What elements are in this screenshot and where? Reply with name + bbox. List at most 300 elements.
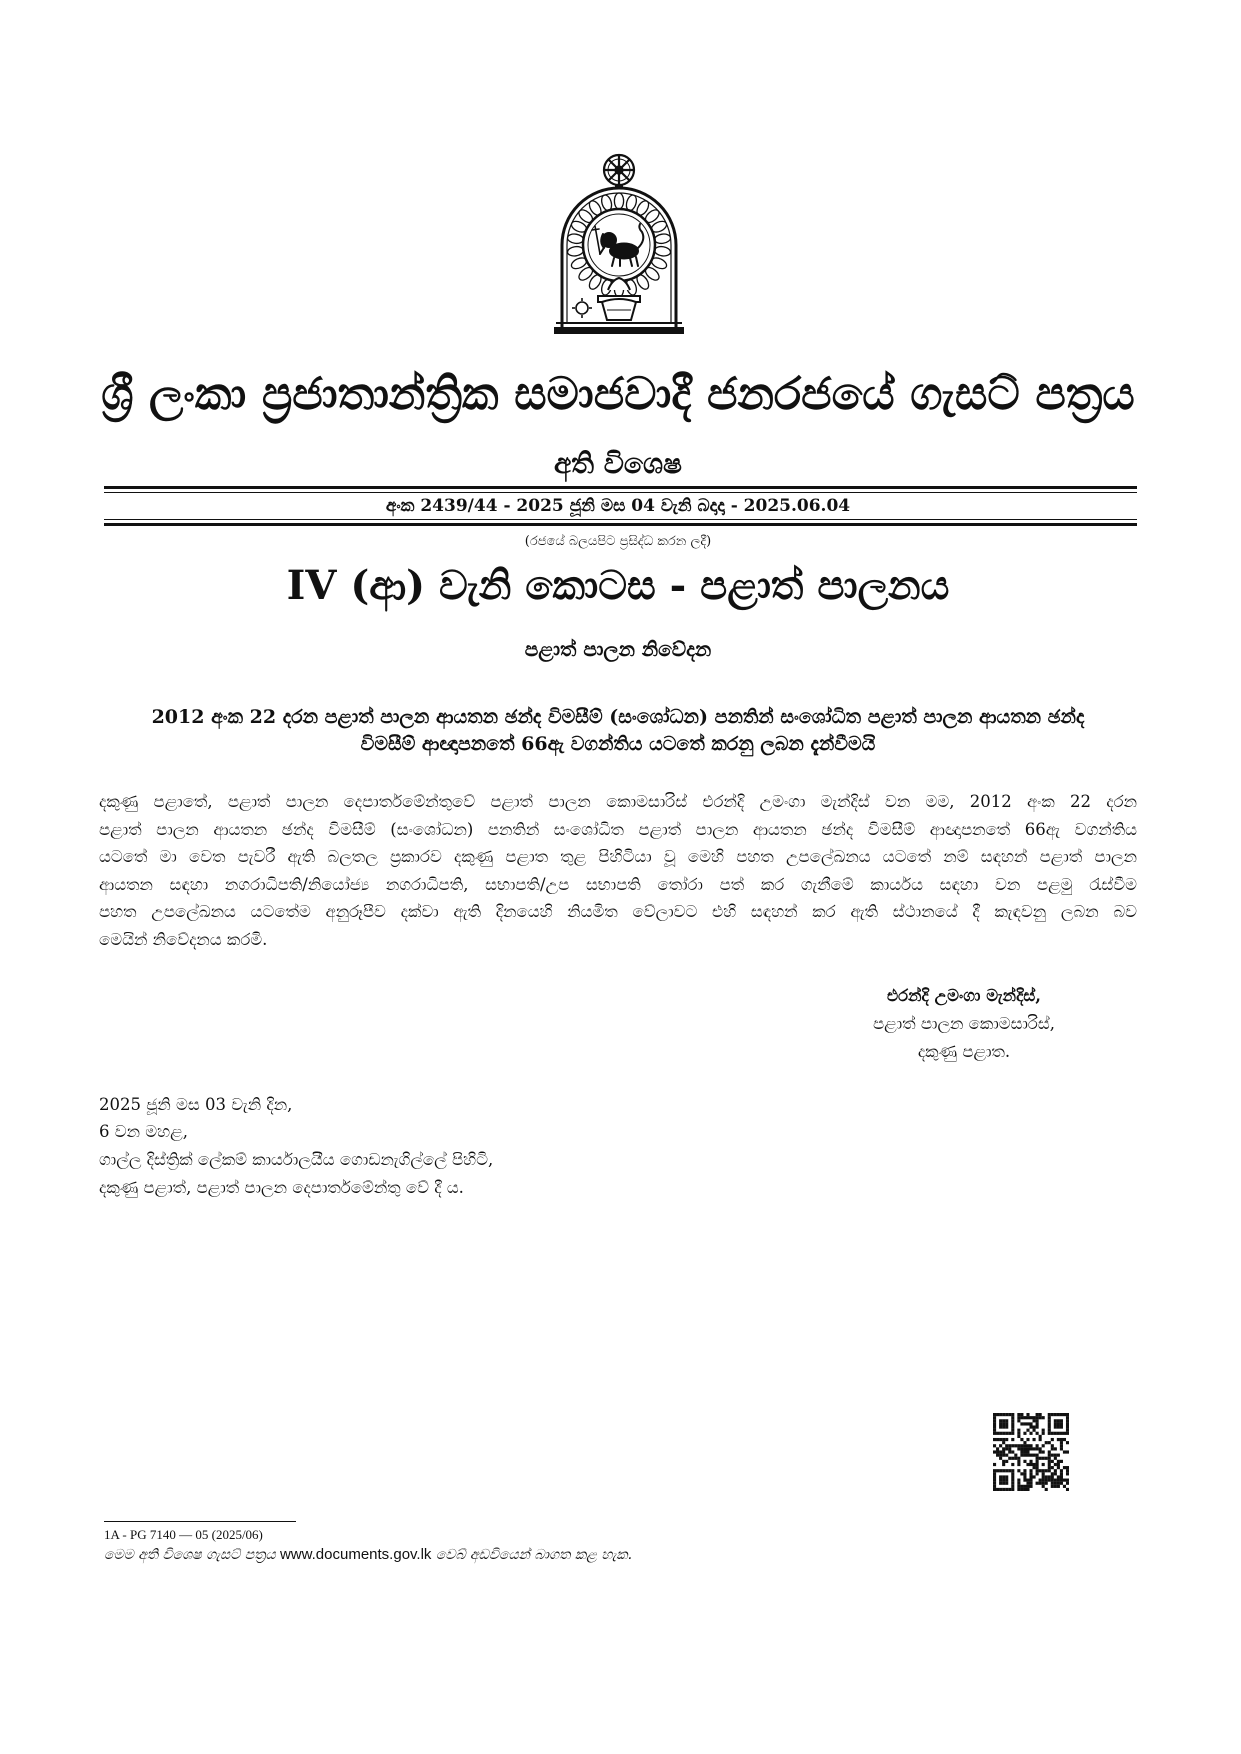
qr-module [1054,1454,1057,1457]
qr-module [996,1432,999,1435]
qr-module [1051,1482,1054,1485]
download-note [104,1545,632,1565]
qr-module [1045,1479,1048,1482]
qr-module [1023,1441,1026,1444]
qr-module [1029,1485,1032,1488]
qr-module [1045,1482,1048,1485]
qr-module [1054,1422,1057,1425]
qr-module [1057,1438,1060,1441]
qr-module [1033,1416,1036,1419]
qr-module [1008,1457,1011,1460]
qr-module [1063,1413,1066,1416]
qr-module [1026,1438,1029,1441]
qr-module [1060,1447,1063,1450]
body-line: යටතේ මා වෙත පැවරී ඇති බලතල ප්‍රකාරව දකුණු පළාත තුළ පිහිටියා වූ මෙහි පහත උපලේඛනය යටතේ නම් සඳහන් පළාත් පාලන [99,847,1137,867]
qr-module [1060,1422,1063,1425]
qr-module [1002,1460,1005,1463]
qr-module [1023,1422,1026,1425]
qr-module [1039,1450,1042,1453]
qr-module [999,1475,1002,1478]
qr-module [1017,1419,1020,1422]
notice-heading-line: 2012 අංක 22 දරන පළාත් පාලන ආයතන ඡන්ද විමසීම් (සංශෝධන) පනතින් සංශෝධිත පළාත් පාලන ආයතන ඡන්ද [151,706,1085,728]
part-title: IV (ආ) වැනි කොටස - පළාත් පාලනය [286,562,950,609]
qr-module [1005,1419,1008,1422]
qr-module [1036,1472,1039,1475]
lotus-petal [567,233,584,244]
qr-module [1002,1469,1005,1472]
qr-module [1026,1454,1029,1457]
qr-module [1005,1447,1008,1450]
qr-module [993,1479,996,1482]
qr-module [1057,1432,1060,1435]
qr-module [1060,1472,1063,1475]
qr-module [1039,1469,1042,1472]
qr-module [1011,1475,1014,1478]
qr-code-icon [993,1413,1069,1491]
sun-icon [572,298,592,318]
qr-module [1045,1441,1048,1444]
issue-line: අංක 2439/44 - 2025 ජූනි මස 04 වැනි බදාදා - 2025.06.04 [385,496,851,516]
qr-module [1048,1441,1051,1444]
qr-module [1011,1482,1014,1485]
qr-module [1057,1463,1060,1466]
qr-module [1048,1450,1051,1453]
qr-module [996,1488,999,1491]
qr-module [1060,1425,1063,1428]
qr-module [1005,1479,1008,1482]
qr-module [1039,1447,1042,1450]
qr-module [1057,1422,1060,1425]
qr-module [1036,1447,1039,1450]
qr-module [1011,1472,1014,1475]
qr-module [993,1475,996,1478]
qr-module [1060,1444,1063,1447]
qr-module [1054,1479,1057,1482]
qr-module [1051,1438,1054,1441]
qr-module [1023,1460,1026,1463]
qr-module [1036,1416,1039,1419]
qr-module [1023,1472,1026,1475]
qr-module [1008,1444,1011,1447]
qr-module [1051,1454,1054,1457]
qr-module [993,1469,996,1472]
qr-module [1026,1488,1029,1491]
qr-module [1017,1435,1020,1438]
qr-module [1014,1444,1017,1447]
qr-module [1020,1416,1023,1419]
qr-module [1002,1432,1005,1435]
qr-module [1033,1475,1036,1478]
qr-module [1017,1457,1020,1460]
authority-note: (රජයේ බලයපිට ප්‍රසිද්ධ කරන ලදී) [524,534,712,549]
qr-module [1033,1425,1036,1428]
qr-module [1017,1463,1020,1466]
qr-module [996,1454,999,1457]
signatory-name: එරන්දි උමංගා මැන්දිස්, [886,985,1042,1005]
qr-module [1066,1488,1069,1491]
qr-module [1057,1454,1060,1457]
qr-module [1045,1469,1048,1472]
qr-module [999,1469,1002,1472]
qr-module [1005,1425,1008,1428]
qr-module [1005,1460,1008,1463]
qr-module [999,1419,1002,1422]
qr-module [1054,1485,1057,1488]
qr-module [1014,1454,1017,1457]
qr-module [1005,1482,1008,1485]
qr-module [1029,1472,1032,1475]
qr-module [1039,1479,1042,1482]
qr-module [1026,1447,1029,1450]
qr-module [1063,1450,1066,1453]
qr-module [1054,1413,1057,1416]
qr-module [1066,1482,1069,1485]
qr-module [1051,1485,1054,1488]
qr-module [1008,1432,1011,1435]
qr-module [1060,1419,1063,1422]
lotus-petal [567,246,584,257]
qr-module [1017,1432,1020,1435]
qr-module [1011,1413,1014,1416]
qr-module [1023,1475,1026,1478]
qr-module [1017,1485,1020,1488]
qr-module [1051,1444,1054,1447]
website-url: www.documents.gov.lk [279,1546,432,1563]
qr-module [1023,1444,1026,1447]
national-emblem-icon [550,150,688,338]
qr-module [1020,1485,1023,1488]
qr-module [1045,1475,1048,1478]
qr-module [999,1482,1002,1485]
qr-module [1060,1475,1063,1478]
qr-module [1017,1479,1020,1482]
qr-module [1026,1463,1029,1466]
qr-module [1066,1413,1069,1416]
qr-module [1002,1419,1005,1422]
qr-module [1033,1463,1036,1466]
qr-module [1048,1432,1051,1435]
qr-module [1060,1413,1063,1416]
qr-module [1011,1469,1014,1472]
qr-module [1033,1419,1036,1422]
qr-module [1042,1472,1045,1475]
qr-module [1026,1485,1029,1488]
qr-module [1033,1429,1036,1432]
qr-module [1048,1463,1051,1466]
qr-module [1057,1482,1060,1485]
qr-module [1017,1482,1020,1485]
qr-module [1066,1469,1069,1472]
qr-module [1023,1469,1026,1472]
qr-module [1036,1466,1039,1469]
qr-module [1066,1472,1069,1475]
qr-module [1029,1469,1032,1472]
print-code: 1A - PG 7140 — 05 (2025/06) [104,1527,263,1542]
qr-module [1020,1454,1023,1457]
gazette-title: ශ්‍රී ලංකා ප්‍රජාතාන්ත්‍රික සමාජවාදී ජනරජයේ ගැසට් පත්‍රය [101,367,1135,420]
qr-module [993,1419,996,1422]
qr-module [1039,1482,1042,1485]
qr-module [1039,1435,1042,1438]
qr-module [1066,1422,1069,1425]
address-line: ගාල්ල දිස්ත්‍රික් ලේකම් කාර්යාලයීය ගොඩනැගිල්ලේ පිහිටි, [99,1149,494,1169]
qr-module [1008,1413,1011,1416]
qr-module [1017,1488,1020,1491]
qr-module [1029,1422,1032,1425]
qr-module [1042,1429,1045,1432]
qr-module [1026,1429,1029,1432]
qr-module [1026,1450,1029,1453]
qr-module [1011,1422,1014,1425]
qr-module [993,1444,996,1447]
lotus-petal [614,193,623,209]
qr-module [993,1429,996,1432]
gazette-content [99,350,1137,1201]
qr-module [1005,1454,1008,1457]
notice-heading-line: විමසීම් ආඥාපනතේ 66ඇ වගන්තිය යටතේ කරනු ලබන දැන්වීමයි [360,733,876,755]
qr-module [996,1469,999,1472]
qr-module [999,1457,1002,1460]
qr-module [1008,1469,1011,1472]
qr-module [993,1463,996,1466]
qr-module [1051,1472,1054,1475]
qr-module [996,1413,999,1416]
body-line: පහත උපලේඛනය යටතේම අනුරූපීව දක්වා ඇති දිනයෙහි නියමිත වේලාවට එහි සඳහන් කර ඇති ස්ථානයේ දී කැඳවනු ලබන බව [99,902,1137,922]
qr-module [1042,1479,1045,1482]
qr-module [1017,1469,1020,1472]
qr-module [1066,1425,1069,1428]
qr-module [1029,1416,1032,1419]
qr-module [1023,1454,1026,1457]
qr-module [1066,1441,1069,1444]
qr-module [1054,1425,1057,1428]
signatory-province: දකුණු පළාත. [917,1041,1011,1061]
qr-module [996,1438,999,1441]
qr-module [1036,1444,1039,1447]
qr-module [1048,1422,1051,1425]
qr-module [1029,1460,1032,1463]
qr-module [1048,1454,1051,1457]
qr-module [1002,1479,1005,1482]
qr-module [1011,1479,1014,1482]
notice-date: 2025 ජූනි මස 03 වැනි දින, [99,1094,293,1114]
qr-module [1011,1416,1014,1419]
qr-module [1029,1432,1032,1435]
pot-icon [598,278,640,320]
qr-module [1002,1438,1005,1441]
qr-module [1002,1454,1005,1457]
qr-module [1017,1444,1020,1447]
body-line: පළාත් පාලන ආයතන ඡන්ද විමසීම් (සංශෝධන) පනතින් සංශෝධිත පළාත් පාලන ආයතන ඡන්ද විමසීම් ආඥාපනතේ 66ඇ වගන්තිය [99,819,1137,839]
qr-module [1008,1450,1011,1453]
qr-module [1060,1479,1063,1482]
qr-module [1017,1429,1020,1432]
qr-module [1026,1422,1029,1425]
qr-module [1051,1466,1054,1469]
qr-module [1054,1419,1057,1422]
notice-body [99,788,1137,954]
qr-module [1039,1413,1042,1416]
qr-module [1060,1469,1063,1472]
qr-module [999,1422,1002,1425]
qr-module [1066,1432,1069,1435]
body-line: ආයතන සඳහා නගරාධිපති/නියෝජ්‍ය නගරාධිපති, සභාපති/උප සභාපති තෝරා පත් කර ගැනීමේ කාර්යය සඳහා වන පළමු රැස්වීම [99,874,1137,894]
qr-module [1060,1460,1063,1463]
qr-module [1011,1463,1014,1466]
qr-module [1005,1475,1008,1478]
emblem-base [554,322,684,334]
qr-module [1017,1447,1020,1450]
qr-module [1057,1479,1060,1482]
qr-module [1036,1457,1039,1460]
qr-module [1005,1422,1008,1425]
qr-module [1020,1450,1023,1453]
qr-module [1020,1422,1023,1425]
qr-module [999,1454,1002,1457]
qr-module [993,1450,996,1453]
qr-module [1039,1457,1042,1460]
qr-module [993,1432,996,1435]
qr-module [1051,1447,1054,1450]
address-line: 6 වන මහළ, [99,1122,188,1142]
qr-module [1063,1432,1066,1435]
qr-module [1026,1444,1029,1447]
qr-module [1002,1441,1005,1444]
qr-module [1060,1432,1063,1435]
lotus-petal [654,233,671,244]
qr-module [1048,1479,1051,1482]
qr-module [1026,1479,1029,1482]
qr-module [1020,1447,1023,1450]
qr-module [993,1416,996,1419]
date-address-block [99,1091,1137,1202]
footer-rule [104,1521,296,1522]
qr-module [1054,1469,1057,1472]
qr-module [1042,1416,1045,1419]
qr-module [1033,1438,1036,1441]
qr-module [1042,1432,1045,1435]
qr-module [1054,1463,1057,1466]
qr-module [999,1479,1002,1482]
qr-module [1011,1450,1014,1453]
qr-module [1005,1432,1008,1435]
qr-module [1054,1482,1057,1485]
qr-module [1042,1475,1045,1478]
qr-module [1002,1463,1005,1466]
qr-module [1042,1444,1045,1447]
qr-module [1020,1472,1023,1475]
qr-module [1060,1482,1063,1485]
qr-module [996,1447,999,1450]
qr-module [1066,1450,1069,1453]
qr-module [1023,1479,1026,1482]
qr-module [1045,1488,1048,1491]
body-line: දකුණු පළාතේ, පළාත් පාලන දෙපාර්තමේන්තුවේ පළාත් පාලන කොමසාරිස් එරන්දි උමංගා මැන්දිස් වන මම, 2012 අංක 22 දරන [99,792,1137,811]
qr-module [996,1450,999,1453]
qr-module [1057,1460,1060,1463]
qr-module [1042,1485,1045,1488]
qr-module [1060,1441,1063,1444]
qr-module [1011,1488,1014,1491]
qr-module [1017,1460,1020,1463]
qr-module [1036,1463,1039,1466]
qr-module [1036,1454,1039,1457]
qr-module [1057,1466,1060,1469]
qr-module [1036,1422,1039,1425]
qr-module [1011,1438,1014,1441]
qr-module [1051,1479,1054,1482]
qr-module [1023,1488,1026,1491]
qr-module [1048,1425,1051,1428]
qr-module [999,1425,1002,1428]
qr-module [993,1485,996,1488]
qr-module [1057,1485,1060,1488]
qr-module [1048,1457,1051,1460]
qr-module [1029,1482,1032,1485]
qr-module [1042,1450,1045,1453]
qr-module [1036,1469,1039,1472]
qr-module [1014,1457,1017,1460]
qr-module [999,1413,1002,1416]
qr-module [1023,1416,1026,1419]
qr-module [1005,1469,1008,1472]
qr-module [1039,1438,1042,1441]
qr-module [1002,1413,1005,1416]
qr-module [1023,1432,1026,1435]
qr-module [1011,1432,1014,1435]
qr-module [1002,1422,1005,1425]
qr-module [1036,1425,1039,1428]
qr-module [1042,1482,1045,1485]
qr-module [1002,1425,1005,1428]
qr-module [1042,1469,1045,1472]
qr-module [1011,1429,1014,1432]
qr-module [1011,1419,1014,1422]
qr-module [1005,1488,1008,1491]
qr-module [1054,1472,1057,1475]
qr-module [993,1488,996,1491]
qr-module [1029,1447,1032,1450]
extraordinary-label: අති විශෙෂ [554,447,682,480]
moon-icon [648,300,656,316]
qr-module [999,1444,1002,1447]
qr-module [1029,1463,1032,1466]
qr-module [1063,1438,1066,1441]
qr-module [1048,1429,1051,1432]
qr-module [1048,1419,1051,1422]
qr-module [1039,1416,1042,1419]
qr-module [1066,1429,1069,1432]
qr-module [1002,1488,1005,1491]
qr-module [1060,1438,1063,1441]
qr-module [1026,1482,1029,1485]
qr-module [1048,1460,1051,1463]
qr-module [993,1438,996,1441]
qr-module [1005,1413,1008,1416]
qr-module [1020,1444,1023,1447]
download-note-prefix: මෙම අති විශෙෂ ගැසට් පත්‍රය [104,1547,276,1563]
qr-module [1029,1425,1032,1428]
qr-module [1023,1485,1026,1488]
qr-module [1063,1479,1066,1482]
qr-module [1036,1419,1039,1422]
qr-module [1011,1485,1014,1488]
qr-module [1002,1447,1005,1450]
qr-module [1017,1413,1020,1416]
qr-module [1020,1438,1023,1441]
qr-module [1033,1454,1036,1457]
qr-module [1042,1457,1045,1460]
